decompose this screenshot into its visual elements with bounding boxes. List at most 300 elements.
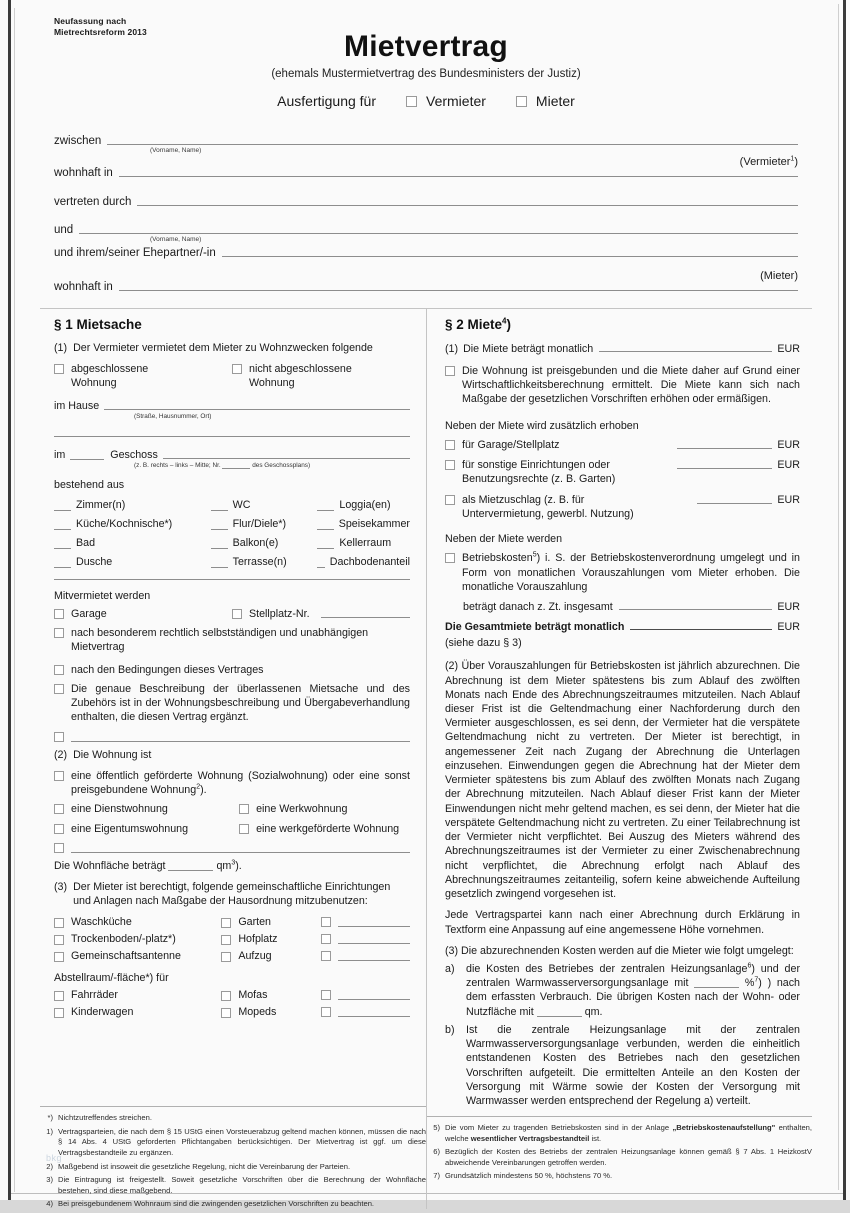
room-item[interactable] bbox=[54, 499, 211, 511]
column-left bbox=[40, 309, 426, 1209]
page-edge-right bbox=[843, 0, 846, 1200]
option-preisgebunden[interactable] bbox=[445, 364, 800, 407]
row-sonstige-einrichtungen-eur bbox=[445, 458, 800, 486]
option-hofplatz-label: Hofplatz bbox=[238, 932, 278, 945]
footnote-text-c: ist. bbox=[589, 1133, 602, 1143]
room-label: Terrasse(n) bbox=[232, 555, 287, 568]
checkbox-nicht-abgeschlossene-wohnung[interactable] bbox=[232, 364, 242, 374]
ausfertigung-label: Ausfertigung für bbox=[277, 93, 376, 109]
rooms-row bbox=[54, 556, 410, 568]
checkbox-dienstwohnung[interactable] bbox=[54, 804, 64, 814]
label-wohnhaft-in-2: wohnhaft in bbox=[54, 281, 113, 293]
option-nicht-abgeschlossene-wohnung-label bbox=[249, 362, 352, 390]
footnote-text bbox=[445, 1123, 812, 1144]
checkbox-garten[interactable] bbox=[221, 918, 231, 928]
checkbox-sonstige-einrichtungen[interactable] bbox=[445, 460, 455, 470]
option-dienstwohnung[interactable] bbox=[54, 802, 239, 816]
unit-eur: EUR bbox=[777, 621, 800, 634]
option-trockenboden[interactable] bbox=[54, 933, 221, 945]
checkbox-mofas[interactable] bbox=[221, 991, 231, 1001]
input-freitext-1[interactable] bbox=[71, 730, 410, 742]
tag-vermieter-sup: 1 bbox=[790, 154, 795, 162]
rooms-row bbox=[54, 518, 410, 530]
option-bedingungen-vertrag-label: nach den Bedingungen dieses Vertrages bbox=[71, 663, 264, 676]
facilities-row bbox=[54, 916, 410, 928]
checkbox-vermieter[interactable] bbox=[406, 96, 417, 107]
footnote-text: Maßgebend ist insoweit die gesetzliche Regelung, nicht die Vereinbarung der Parteien. bbox=[58, 1161, 351, 1171]
list-item-b bbox=[445, 1023, 800, 1108]
hint-geschossplan bbox=[134, 463, 410, 469]
revision-note-line2: Mietrechtsreform 2013 bbox=[54, 27, 147, 38]
footnote-text-b: enthalten, welche bbox=[445, 1122, 813, 1143]
input-wohnhaft-vermieter[interactable] bbox=[119, 165, 798, 177]
label-ehepartner: und ihrem/seiner Ehepartner/-in bbox=[54, 247, 216, 259]
label-vermieter: Vermieter bbox=[426, 93, 486, 109]
checkbox-facility-other-2[interactable] bbox=[321, 934, 331, 944]
option-garage[interactable] bbox=[54, 607, 232, 621]
text-line2: Wohnung bbox=[249, 377, 295, 390]
section-2-title-text: § 2 Miete bbox=[445, 317, 503, 332]
label-mieter: Mieter bbox=[535, 93, 575, 109]
checkbox-betriebskosten[interactable] bbox=[445, 553, 455, 563]
footnote-ref-7: 7 bbox=[754, 976, 759, 984]
room-label: Bad bbox=[76, 536, 96, 549]
divider-rooms bbox=[54, 578, 410, 580]
option-nicht-abgeschlossene-wohnung[interactable] bbox=[232, 362, 410, 390]
paragraph-1-1-number: (1) bbox=[54, 342, 68, 354]
input-gesamtmiete[interactable] bbox=[630, 619, 772, 630]
checkbox-garage[interactable] bbox=[54, 609, 64, 619]
footnote-text: Nichtzutreffendes streichen. bbox=[58, 1113, 152, 1122]
input-wohnhaft-mieter[interactable] bbox=[119, 279, 798, 291]
option-betriebskosten[interactable] bbox=[445, 551, 800, 594]
footnote-text: Grundsätzlich mindestens 50 %, höchstens 70 %. bbox=[445, 1171, 613, 1181]
option-besonderer-mietvertrag[interactable] bbox=[54, 626, 410, 654]
option-eigentumswohnung[interactable] bbox=[54, 822, 239, 836]
room-label: Dachbodenanteil bbox=[329, 555, 410, 568]
checkbox-sozialwohnung[interactable] bbox=[54, 771, 64, 781]
label-neben-miete-erhoben: Neben der Miete wird zusätzlich erhoben bbox=[445, 419, 639, 432]
input-room-count[interactable] bbox=[54, 539, 71, 549]
checkbox-storage-other-2[interactable] bbox=[321, 1007, 331, 1017]
option-kinderwagen[interactable] bbox=[54, 1006, 221, 1018]
footnote-mark: 2) bbox=[46, 1161, 53, 1171]
option-dienstwohnung-label: eine Dienstwohnung bbox=[71, 803, 168, 816]
page-inner-rule-left bbox=[14, 8, 15, 1192]
label-miete-monatlich: Die Miete beträgt monatlich bbox=[463, 343, 594, 355]
option-freitext-2[interactable] bbox=[54, 841, 410, 853]
footnote-mark: *) bbox=[47, 1113, 53, 1122]
rooms-row bbox=[54, 499, 410, 511]
input-facility-other-2[interactable] bbox=[338, 933, 410, 944]
checkbox-gemeinschaftsantenne[interactable] bbox=[54, 952, 64, 962]
row-wohnhaft-vermieter bbox=[54, 165, 798, 180]
option-gemeinschaftsantenne[interactable] bbox=[54, 950, 221, 962]
input-room-count[interactable] bbox=[317, 558, 324, 568]
input-mietzuschlag-betrag[interactable] bbox=[697, 493, 772, 504]
input-vertreten-durch[interactable] bbox=[137, 194, 798, 206]
row-dienst-werkwohnung bbox=[54, 802, 410, 816]
page-subtitle: (ehemals Mustermietvertrag des Bundesministers der Justiz) bbox=[271, 68, 581, 80]
input-facility-other-3[interactable] bbox=[338, 950, 410, 961]
option-storage-other-2[interactable] bbox=[321, 1006, 410, 1018]
option-storage-other-1[interactable] bbox=[321, 989, 410, 1001]
list-item-a-p3: ) nach dem erfassten Verbrauch. Die übrigen Kosten nach der Wohn- oder Nutzfläche mit bbox=[466, 977, 800, 1018]
checkbox-storage-other-1[interactable] bbox=[321, 990, 331, 1000]
footnote-item bbox=[427, 1123, 812, 1144]
option-facility-other-1[interactable] bbox=[321, 916, 410, 928]
footnote-item bbox=[40, 1162, 426, 1173]
input-room-count[interactable] bbox=[211, 539, 228, 549]
list-item-a bbox=[445, 962, 800, 1019]
footnote-item bbox=[40, 1127, 426, 1159]
ausfertigung-row bbox=[18, 93, 834, 109]
room-label: Zimmer(n) bbox=[76, 498, 126, 511]
page-edge-left bbox=[8, 0, 11, 1200]
checkbox-trockenboden[interactable] bbox=[54, 935, 64, 945]
row-ehepartner bbox=[54, 245, 798, 260]
text-line1: abgeschlossene bbox=[71, 363, 149, 376]
option-sozialwohnung-label bbox=[71, 769, 410, 797]
footnote-ref-6: 6 bbox=[747, 962, 752, 970]
row-vorauszahlung-betrag bbox=[445, 599, 800, 613]
label-garage-stellplatz-kosten: für Garage/Stellplatz bbox=[462, 438, 560, 451]
option-preisgebunden-label: Die Wohnung ist preisgebunden und die Miete daher auf Grund einer Wirtschaftlichkeitsberechnung ermittelt. Die Miete kann sich nach Maßgabe der gesetzlichen Vorschriften erhöhen oder ermäßigen. bbox=[462, 365, 800, 406]
parties-block bbox=[54, 133, 798, 294]
footnote-item bbox=[427, 1171, 812, 1182]
checkbox-kinderwagen[interactable] bbox=[54, 1008, 64, 1018]
option-hofplatz[interactable] bbox=[221, 933, 321, 945]
option-bedingungen-vertrag[interactable] bbox=[54, 663, 410, 677]
input-sonstige-einrichtungen-betrag[interactable] bbox=[677, 458, 772, 469]
label-gesamtmiete: Die Gesamtmiete beträgt monatlich bbox=[445, 621, 625, 634]
text-line2: Benutzungsrechte (z. B. Garten) bbox=[462, 473, 616, 486]
input-im-hause[interactable] bbox=[104, 399, 410, 410]
input-storage-other-1[interactable] bbox=[338, 989, 410, 1000]
checkbox-bedingungen-vertrag[interactable] bbox=[54, 665, 64, 675]
input-room-count[interactable] bbox=[317, 520, 333, 530]
checkbox-fahrraeder[interactable] bbox=[54, 991, 64, 1001]
footnotes-right bbox=[427, 1116, 812, 1185]
amount-mietzuschlag bbox=[697, 493, 800, 507]
option-besonderer-mietvertrag-label: nach besonderem rechtlich selbstständigen und unabhängigen Mietvertrag bbox=[71, 627, 369, 654]
option-abgeschlossene-wohnung-label bbox=[71, 362, 148, 390]
option-garage-label: Garage bbox=[71, 607, 107, 620]
room-label: Küche/Kochnische*) bbox=[76, 517, 173, 530]
room-label: Speisekammer bbox=[338, 517, 410, 530]
footnote-ref-2: 2 bbox=[196, 783, 201, 791]
amount-garage-stellplatz bbox=[677, 438, 800, 452]
input-vorauszahlung-betrag[interactable] bbox=[619, 599, 773, 610]
checkbox-freitext-2[interactable] bbox=[54, 843, 64, 853]
tag-vermieter-close: ) bbox=[794, 155, 798, 168]
option-garten[interactable] bbox=[221, 916, 321, 928]
tag-vermieter-text: (Vermieter bbox=[739, 155, 791, 168]
checkbox-abgeschlossene-wohnung[interactable] bbox=[54, 364, 64, 374]
input-room-count[interactable] bbox=[317, 539, 334, 549]
checkbox-waschkueche[interactable] bbox=[54, 918, 64, 928]
label-vertreten-durch: vertreten durch bbox=[54, 195, 132, 208]
text-line2: Untervermietung, gewerbl. Nutzung) bbox=[462, 507, 634, 520]
unit-eur: EUR bbox=[777, 601, 800, 614]
row-wohnhaft-mieter bbox=[54, 279, 798, 294]
option-stellplatz-label: Stellplatz-Nr. bbox=[249, 607, 310, 620]
option-aufzug[interactable] bbox=[221, 950, 321, 962]
row-geschoss bbox=[54, 448, 410, 462]
option-mofas[interactable] bbox=[221, 989, 321, 1001]
input-storage-other-2[interactable] bbox=[338, 1006, 410, 1017]
room-item[interactable] bbox=[317, 518, 410, 530]
checkbox-eigentumswohnung[interactable] bbox=[54, 824, 64, 834]
option-genaue-beschreibung-label: Die genaue Beschreibung der überlassenen Mietsache und des Zubehörs ist in der Wohnungsbeschreibung und Übergabeverhandlung enthalten, die diesen Vertrag ergänzt. bbox=[71, 682, 410, 724]
room-item[interactable] bbox=[54, 556, 211, 568]
input-room-count[interactable] bbox=[54, 558, 71, 568]
watermark: bkg bbox=[46, 1153, 63, 1163]
option-trockenboden-label: Trockenboden/-platz*) bbox=[71, 932, 176, 945]
footnote-item bbox=[40, 1175, 426, 1196]
input-geschoss-nummer[interactable] bbox=[70, 459, 104, 460]
unit-eur: EUR bbox=[777, 343, 800, 355]
list-item-b-text: Ist die zentrale Heizungsanlage mit der zentralen Warmwasserversorgungsanlage verbunden, werden die einheitlich entstandenen Kosten des Betriebes nach den gesetzlichen Vorschriften aufgeteilt. Die ermittelten Anteile an den Kosten der Versorgung mit Wärme sowie der Kosten der Versorgung mit Warmwasser werden entsprechend der Regelung a) verteilt. bbox=[466, 1023, 800, 1108]
paragraph-2-2: (2) Über Vorauszahlungen für Betriebskosten ist jährlich abzurechnen. Die Abrechnung ist dem Mieter spätestens bis zum Ablauf des zwölften Monats nach Ende des Abrechnungszeitraumes mitzuteilen. Nach Ablauf dieser Frist ist die Geltendmachung einer Nachforderung durch den Vermieter ausgeschlossen, es sei denn, der Vermieter hat die verspätete Geltendmachung nicht zu vertreten. Der Mieter ist berechtigt, in angemessener Zeit nach Zugang der Abrechnung die Unterlagen einzusehen. Einwendungen gegen die Abrechnung hat der Mieter dem Vermieter spätestens bis zum Ablauf des zwölften Monats nach Zugang der Abrechnung mitzuteilen. Nach Ablauf dieser Frist kann der Mieter Einwendungen nicht mehr geltend machen, es sei denn, der Mieter hat die verspätete Geltendmachung nicht zu vertreten. Zu einer Teilabrechnung ist der Vermieter nicht verpflichtet. Bei Auszug des Mieters während des Abrechnungszeitraumes ist der Vermieter zu einer Zwischenabrechnung nicht verpflichtet, die Abrechnung erfolgt nach Ablauf des Abrechnungszeitraumes zeitanteilig, sofern keine abweichende Aufteilung gesetzlich zwingend vorgesehen ist. bbox=[445, 660, 800, 901]
room-item[interactable] bbox=[54, 518, 211, 530]
option-abgeschlossene-wohnung[interactable] bbox=[54, 362, 232, 390]
option-mopeds-label: Mopeds bbox=[238, 1005, 277, 1018]
hint-vorname-name-1: (Vorname, Name) bbox=[150, 147, 202, 154]
footnote-bold-a: „Betriebskostenaufstellung" bbox=[672, 1122, 776, 1132]
room-item[interactable] bbox=[211, 518, 318, 530]
hint-geschossplan-blank bbox=[222, 468, 250, 469]
footnote-text: Vertragsparteien, die nach dem § 15 UStG einen Vorsteuerabzug geltend machen können, müssen die nach § 14 Abs. 4 UStG geforderten Pflichtangaben berücksichtigen. Der Mietvertrag ist ggf. um diese Vertragsbestandteile zu ergänzen. bbox=[58, 1126, 426, 1157]
room-label: Balkon(e) bbox=[232, 536, 279, 549]
input-room-count[interactable] bbox=[317, 501, 334, 511]
footnote-mark: 5) bbox=[433, 1122, 440, 1132]
footnote-mark: 1) bbox=[46, 1126, 53, 1136]
label-sonstige-einrichtungen bbox=[462, 458, 670, 486]
label-betriebskosten bbox=[462, 551, 800, 594]
unit-eur: EUR bbox=[777, 438, 800, 451]
option-mopeds[interactable] bbox=[221, 1006, 321, 1018]
footnote-mark: 3) bbox=[46, 1175, 53, 1185]
footnotes-left bbox=[40, 1106, 426, 1213]
list-item-b-mark: b) bbox=[445, 1023, 455, 1036]
room-item[interactable] bbox=[317, 499, 410, 511]
input-nutzflaeche-qm[interactable] bbox=[537, 1016, 582, 1017]
paragraph-1-1-text: Der Vermieter vermietet dem Mieter zu Wohnzwecken folgende bbox=[73, 342, 373, 354]
text-line1: für sonstige Einrichtungen oder bbox=[462, 459, 610, 472]
facilities-grid bbox=[54, 916, 410, 962]
paragraph-1-2-number: (2) bbox=[54, 748, 68, 761]
tag-mieter: (Mieter) bbox=[760, 270, 798, 282]
checkbox-mieter[interactable] bbox=[516, 96, 527, 107]
row-gesamtmiete bbox=[445, 619, 800, 633]
paragraph-1-1 bbox=[54, 341, 410, 355]
storage-row bbox=[54, 1006, 410, 1018]
paragraph-1-3-number: (3) bbox=[54, 881, 68, 894]
storage-row bbox=[54, 989, 410, 1001]
text-line1: nicht abgeschlossene bbox=[249, 363, 352, 376]
footnote-ref-3: 3 bbox=[231, 859, 236, 867]
option-genaue-beschreibung[interactable] bbox=[54, 682, 410, 725]
list-item-a-text: die Kosten des Betriebes der zentralen Heizungsanlage$^6$) und der zentralen Warmwasserversorgungsanlage mit %$^7$) ) nach dem erfassten Verbrauch. Die übrigen Kosten nach der Wohn- oder Nutzfläche mit qm. bbox=[466, 962, 800, 1018]
option-waschkueche[interactable] bbox=[54, 916, 221, 928]
text-line2: Wohnung bbox=[71, 377, 117, 390]
option-fahrraeder-label: Fahrräder bbox=[71, 988, 118, 1001]
input-garage-stellplatz-betrag[interactable] bbox=[677, 438, 772, 449]
input-facility-other-1[interactable] bbox=[338, 916, 410, 927]
label-geschoss: Geschoss bbox=[110, 449, 158, 462]
footnote-mark: 7) bbox=[433, 1171, 440, 1181]
option-freitext-1[interactable] bbox=[54, 730, 410, 742]
hint-strasse-hausnummer-ort: (Straße, Hausnummer, Ort) bbox=[134, 412, 212, 420]
text-line1: als Mietzuschlag (z. B. für bbox=[462, 493, 585, 506]
input-room-count[interactable] bbox=[54, 520, 71, 530]
input-ehepartner[interactable] bbox=[222, 245, 798, 257]
amount-sonstige-einrichtungen bbox=[677, 458, 800, 472]
hint-geschossplan-b: des Geschossplans) bbox=[252, 462, 311, 470]
label-betriebskosten-a: Betriebskosten bbox=[462, 552, 533, 565]
room-item[interactable] bbox=[211, 499, 318, 511]
option-werkgefoerderte-wohnung[interactable] bbox=[239, 822, 410, 836]
option-eigentumswohnung-label: eine Eigentumswohnung bbox=[71, 822, 189, 835]
checkbox-hofplatz[interactable] bbox=[221, 935, 231, 945]
paragraph-2-1-number: (1) bbox=[445, 343, 459, 355]
row-garage-stellplatz bbox=[54, 607, 410, 621]
paragraph-1-2-text: Die Wohnung ist bbox=[73, 748, 152, 761]
option-mofas-label: Mofas bbox=[238, 988, 268, 1001]
row-zwischen bbox=[54, 133, 798, 148]
row-im-hause bbox=[54, 399, 410, 413]
option-stellplatz[interactable] bbox=[232, 607, 410, 621]
checkbox-freitext-1[interactable] bbox=[54, 732, 64, 742]
input-room-count[interactable] bbox=[54, 501, 71, 511]
option-werkgefoerderte-wohnung-label: eine werkgeförderte Wohnung bbox=[256, 822, 400, 835]
room-label: Kellerraum bbox=[339, 536, 392, 549]
option-garten-label: Garten bbox=[238, 915, 271, 928]
facilities-row bbox=[54, 933, 410, 945]
checkbox-stellplatz[interactable] bbox=[232, 609, 242, 619]
footnote-bold-b: wesentlicher Vertragsbestandteil bbox=[470, 1133, 590, 1143]
checkbox-preisgebunden[interactable] bbox=[445, 366, 455, 376]
section-2-title bbox=[445, 317, 800, 332]
checkbox-aufzug[interactable] bbox=[221, 952, 231, 962]
option-gemeinschaftsantenne-label: Gemeinschaftsantenne bbox=[71, 949, 181, 962]
footnote-mark: 4) bbox=[46, 1199, 53, 1209]
rooms-row bbox=[54, 537, 410, 549]
label-wohnflaeche-end: ). bbox=[235, 859, 242, 872]
page-title: Mietvertrag bbox=[344, 30, 508, 63]
input-room-count[interactable] bbox=[211, 558, 228, 568]
input-freitext-2[interactable] bbox=[71, 841, 410, 853]
room-item[interactable] bbox=[211, 556, 318, 568]
row-und bbox=[54, 222, 798, 237]
input-mieter-name[interactable] bbox=[79, 222, 798, 234]
checkbox-genaue-beschreibung[interactable] bbox=[54, 684, 64, 694]
hint-geschossplan-a: (z. B. rechts – links – Mitte; Nr. bbox=[134, 462, 221, 470]
input-room-count[interactable] bbox=[211, 501, 228, 511]
input-miete-monatlich[interactable] bbox=[599, 341, 772, 352]
footnote-ref-4: 4 bbox=[502, 316, 507, 326]
unit-percent: % bbox=[744, 977, 755, 990]
room-label: WC bbox=[232, 498, 251, 511]
footnote-item bbox=[40, 1199, 426, 1210]
input-stellplatz-nr[interactable] bbox=[321, 607, 410, 618]
room-item[interactable] bbox=[54, 537, 211, 549]
option-sozialwohnung[interactable] bbox=[54, 769, 410, 797]
room-label: Loggia(en) bbox=[339, 498, 391, 511]
label-wohnhaft-in-1: wohnhaft in bbox=[54, 166, 113, 179]
row-miete-monatlich bbox=[445, 341, 800, 355]
checkbox-besonderer-mietvertrag[interactable] bbox=[54, 628, 64, 638]
row-vertreten-durch bbox=[54, 194, 798, 209]
room-item[interactable] bbox=[317, 537, 410, 549]
input-zwischen-name[interactable] bbox=[107, 133, 798, 145]
rooms-grid bbox=[54, 499, 410, 568]
input-heizkosten-prozent[interactable] bbox=[694, 987, 739, 988]
revision-note-line1: Neufassung nach bbox=[54, 16, 127, 26]
storage-grid bbox=[54, 989, 410, 1018]
input-im-hause-line2[interactable] bbox=[54, 422, 410, 437]
room-item[interactable] bbox=[317, 556, 410, 568]
row-mietzuschlag-eur bbox=[445, 493, 800, 521]
checkbox-facility-other-1[interactable] bbox=[321, 917, 331, 927]
row-wohnflaeche bbox=[54, 859, 410, 873]
footnote-text: Bezüglich der Kosten des Betriebs der zentralen Heizungsanlage können gemäß § 7 Abs. 1 HeizkostV abweichende Vereinbarungen getroffen werden. bbox=[445, 1147, 812, 1167]
label-vorauszahlung-betrag: beträgt danach z. Zt. insgesamt bbox=[463, 601, 613, 614]
paragraph-1-3 bbox=[54, 880, 410, 908]
section-1-title: § 1 Mietsache bbox=[54, 317, 142, 332]
columns-container bbox=[40, 308, 812, 1209]
document-sheet bbox=[18, 6, 834, 1209]
label-und: und bbox=[54, 223, 74, 236]
label-wohnflaeche: Die Wohnfläche beträgt bbox=[54, 859, 166, 872]
footnote-item bbox=[40, 1113, 426, 1124]
checkbox-werkgefoerderte-wohnung[interactable] bbox=[239, 824, 249, 834]
label-im-hause: im Hause bbox=[54, 399, 100, 412]
footnote-ref-5: 5 bbox=[532, 551, 537, 559]
column-right bbox=[426, 309, 812, 1209]
option-fahrraeder[interactable] bbox=[54, 989, 221, 1001]
checkbox-mopeds[interactable] bbox=[221, 1008, 231, 1018]
footnote-mark: 6) bbox=[433, 1147, 440, 1157]
unit-eur: EUR bbox=[777, 459, 800, 472]
row-eigentum-werkgefoerdert bbox=[54, 822, 410, 836]
label-mietzuschlag bbox=[462, 493, 690, 521]
option-werkwohnung[interactable] bbox=[239, 802, 410, 816]
option-aufzug-label: Aufzug bbox=[238, 949, 272, 962]
checkbox-werkwohnung[interactable] bbox=[239, 804, 249, 814]
hint-vorname-name-2: (Vorname, Name) bbox=[150, 235, 202, 243]
input-wohnflaeche[interactable] bbox=[168, 870, 213, 871]
option-facility-other-3[interactable] bbox=[321, 950, 410, 962]
label-zwischen: zwischen bbox=[54, 135, 102, 147]
list-item-a-p1: die Kosten des Betriebes der zentralen Heizungsanlage bbox=[466, 962, 748, 975]
checkbox-garage-stellplatz-kosten[interactable] bbox=[445, 440, 455, 450]
room-label: Flur/Diele*) bbox=[232, 517, 287, 530]
option-facility-other-2[interactable] bbox=[321, 933, 410, 945]
room-item[interactable] bbox=[211, 537, 318, 549]
label-neben-miete-werden: Neben der Miete werden bbox=[445, 533, 563, 546]
checkbox-mietzuschlag[interactable] bbox=[445, 495, 455, 505]
input-room-count[interactable] bbox=[211, 520, 228, 530]
facilities-row bbox=[54, 950, 410, 962]
label-bestehend-aus: bestehend aus bbox=[54, 478, 125, 491]
label-abstellraum: Abstellraum/-fläche*) für bbox=[54, 971, 169, 984]
input-geschoss-lage[interactable] bbox=[163, 448, 410, 459]
option-waschkueche-label: Waschküche bbox=[71, 915, 132, 928]
option-werkwohnung-label: eine Werkwohnung bbox=[256, 803, 348, 816]
checkbox-facility-other-3[interactable] bbox=[321, 951, 331, 961]
